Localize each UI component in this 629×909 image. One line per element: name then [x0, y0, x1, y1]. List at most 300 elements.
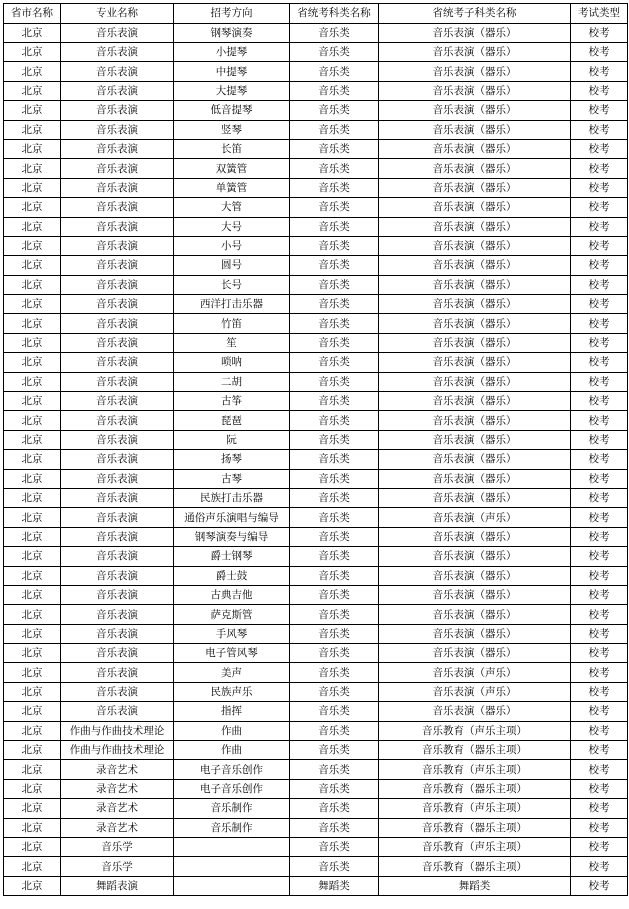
cell-province: 北京	[4, 295, 61, 314]
cell-major: 录音艺术	[61, 779, 174, 798]
cell-direction: 古典吉他	[174, 585, 290, 604]
cell-major: 音乐表演	[61, 236, 174, 255]
cell-major: 音乐表演	[61, 469, 174, 488]
cell-direction: 电子音乐创作	[174, 760, 290, 779]
cell-direction: 大提琴	[174, 81, 290, 100]
cell-category: 音乐类	[290, 236, 379, 255]
cell-major: 作曲与作曲技术理论	[61, 741, 174, 760]
cell-category: 音乐类	[290, 857, 379, 876]
table-row	[4, 62, 628, 81]
cell-exam-type: 校考	[571, 120, 628, 139]
cell-exam-type: 校考	[571, 450, 628, 469]
header-exam-type: 考试类型	[571, 4, 628, 24]
cell-exam-type: 校考	[571, 62, 628, 81]
cell-province: 北京	[4, 527, 61, 546]
header-major: 专业名称	[61, 4, 174, 24]
cell-category: 音乐类	[290, 682, 379, 701]
cell-exam-type: 校考	[571, 663, 628, 682]
cell-direction: 唢呐	[174, 353, 290, 372]
table-row	[4, 702, 628, 721]
cell-subcategory: 音乐教育（声乐主项）	[379, 721, 571, 740]
table-row	[4, 818, 628, 837]
table-row	[4, 644, 628, 663]
cell-direction: 圆号	[174, 256, 290, 275]
table-row	[4, 488, 628, 507]
cell-exam-type: 校考	[571, 488, 628, 507]
cell-direction: 单簧管	[174, 178, 290, 197]
cell-category: 音乐类	[290, 372, 379, 391]
cell-province: 北京	[4, 508, 61, 527]
cell-province: 北京	[4, 682, 61, 701]
cell-province: 北京	[4, 81, 61, 100]
table-row	[4, 779, 628, 798]
cell-exam-type: 校考	[571, 838, 628, 857]
cell-subcategory: 音乐教育（声乐主项）	[379, 760, 571, 779]
cell-province: 北京	[4, 779, 61, 798]
cell-direction: 音乐制作	[174, 799, 290, 818]
cell-direction: 阮	[174, 430, 290, 449]
cell-exam-type: 校考	[571, 857, 628, 876]
cell-subcategory: 音乐表演（器乐）	[379, 198, 571, 217]
cell-subcategory: 音乐表演（器乐）	[379, 159, 571, 178]
cell-direction: 电子音乐创作	[174, 779, 290, 798]
cell-subcategory: 音乐表演（器乐）	[379, 42, 571, 61]
cell-province: 北京	[4, 547, 61, 566]
cell-major: 录音艺术	[61, 760, 174, 779]
cell-direction: 民族打击乐器	[174, 488, 290, 507]
cell-direction: 钢琴演奏	[174, 23, 290, 42]
table-row	[4, 566, 628, 585]
cell-major: 音乐表演	[61, 566, 174, 585]
cell-direction: 爵士钢琴	[174, 547, 290, 566]
cell-major: 音乐表演	[61, 411, 174, 430]
cell-major: 音乐表演	[61, 547, 174, 566]
cell-province: 北京	[4, 139, 61, 158]
cell-direction: 作曲	[174, 721, 290, 740]
cell-province: 北京	[4, 23, 61, 42]
table-row	[4, 275, 628, 294]
cell-exam-type: 校考	[571, 217, 628, 236]
cell-category: 音乐类	[290, 702, 379, 721]
cell-exam-type: 校考	[571, 314, 628, 333]
cell-province: 北京	[4, 605, 61, 624]
cell-category: 音乐类	[290, 469, 379, 488]
cell-exam-type: 校考	[571, 644, 628, 663]
table-row	[4, 139, 628, 158]
cell-exam-type: 校考	[571, 256, 628, 275]
cell-direction: 美声	[174, 663, 290, 682]
cell-major: 音乐表演	[61, 663, 174, 682]
table-row	[4, 353, 628, 372]
cell-province: 北京	[4, 838, 61, 857]
table-row	[4, 392, 628, 411]
cell-province: 北京	[4, 236, 61, 255]
cell-direction: 小提琴	[174, 42, 290, 61]
cell-category: 音乐类	[290, 547, 379, 566]
cell-province: 北京	[4, 741, 61, 760]
table-row	[4, 605, 628, 624]
cell-category: 音乐类	[290, 101, 379, 120]
cell-category: 音乐类	[290, 644, 379, 663]
cell-direction: 钢琴演奏与编导	[174, 527, 290, 546]
cell-subcategory: 音乐表演（器乐）	[379, 488, 571, 507]
cell-category: 音乐类	[290, 256, 379, 275]
cell-exam-type: 校考	[571, 779, 628, 798]
cell-subcategory: 音乐表演（器乐）	[379, 392, 571, 411]
cell-exam-type: 校考	[571, 469, 628, 488]
cell-major: 音乐表演	[61, 450, 174, 469]
cell-major: 音乐表演	[61, 353, 174, 372]
cell-subcategory: 音乐表演（器乐）	[379, 430, 571, 449]
table-row	[4, 159, 628, 178]
header-row	[4, 4, 628, 24]
cell-category: 音乐类	[290, 760, 379, 779]
cell-exam-type: 校考	[571, 818, 628, 837]
cell-subcategory: 音乐教育（器乐主项）	[379, 741, 571, 760]
cell-direction: 二胡	[174, 372, 290, 391]
cell-subcategory: 音乐表演（器乐）	[379, 295, 571, 314]
cell-direction: 电子管风琴	[174, 644, 290, 663]
cell-subcategory: 音乐教育（声乐主项）	[379, 799, 571, 818]
cell-exam-type: 校考	[571, 682, 628, 701]
cell-subcategory: 音乐表演（器乐）	[379, 353, 571, 372]
cell-category: 音乐类	[290, 295, 379, 314]
cell-direction: 音乐制作	[174, 818, 290, 837]
cell-category: 音乐类	[290, 120, 379, 139]
cell-subcategory: 音乐表演（器乐）	[379, 566, 571, 585]
cell-direction: 爵士鼓	[174, 566, 290, 585]
cell-exam-type: 校考	[571, 236, 628, 255]
cell-direction	[174, 876, 290, 895]
table-row	[4, 236, 628, 255]
cell-province: 北京	[4, 333, 61, 352]
cell-province: 北京	[4, 702, 61, 721]
table-row	[4, 42, 628, 61]
cell-subcategory: 音乐表演（器乐）	[379, 702, 571, 721]
cell-category: 音乐类	[290, 585, 379, 604]
header-province: 省市名称	[4, 4, 61, 24]
table-row	[4, 547, 628, 566]
cell-province: 北京	[4, 721, 61, 740]
cell-subcategory: 音乐表演（器乐）	[379, 217, 571, 236]
cell-province: 北京	[4, 101, 61, 120]
cell-category: 音乐类	[290, 488, 379, 507]
cell-major: 音乐表演	[61, 702, 174, 721]
cell-category: 音乐类	[290, 508, 379, 527]
cell-province: 北京	[4, 876, 61, 895]
cell-category: 音乐类	[290, 624, 379, 643]
cell-category: 音乐类	[290, 430, 379, 449]
cell-major: 音乐表演	[61, 101, 174, 120]
header-subcategory: 省统考子科类名称	[379, 4, 571, 24]
cell-category: 音乐类	[290, 198, 379, 217]
cell-exam-type: 校考	[571, 527, 628, 546]
cell-category: 音乐类	[290, 663, 379, 682]
cell-category: 音乐类	[290, 178, 379, 197]
table-row	[4, 508, 628, 527]
table-row	[4, 314, 628, 333]
table-row	[4, 430, 628, 449]
table-row	[4, 120, 628, 139]
cell-major: 音乐表演	[61, 81, 174, 100]
table-row	[4, 585, 628, 604]
cell-province: 北京	[4, 314, 61, 333]
cell-major: 舞蹈表演	[61, 876, 174, 895]
cell-category: 音乐类	[290, 838, 379, 857]
cell-province: 北京	[4, 217, 61, 236]
cell-direction: 大号	[174, 217, 290, 236]
cell-exam-type: 校考	[571, 799, 628, 818]
cell-exam-type: 校考	[571, 372, 628, 391]
table-row	[4, 857, 628, 876]
cell-province: 北京	[4, 818, 61, 837]
cell-direction: 中提琴	[174, 62, 290, 81]
cell-major: 音乐学	[61, 838, 174, 857]
cell-province: 北京	[4, 256, 61, 275]
cell-exam-type: 校考	[571, 760, 628, 779]
cell-major: 音乐表演	[61, 198, 174, 217]
cell-direction: 通俗声乐演唱与编导	[174, 508, 290, 527]
cell-category: 音乐类	[290, 23, 379, 42]
cell-direction: 手风琴	[174, 624, 290, 643]
cell-major: 音乐表演	[61, 488, 174, 507]
cell-subcategory: 音乐教育（器乐主项）	[379, 857, 571, 876]
cell-province: 北京	[4, 198, 61, 217]
cell-major: 音乐表演	[61, 120, 174, 139]
cell-subcategory: 音乐教育（器乐主项）	[379, 818, 571, 837]
cell-direction: 笙	[174, 333, 290, 352]
cell-category: 音乐类	[290, 217, 379, 236]
enrollment-table	[3, 3, 628, 896]
cell-category: 音乐类	[290, 81, 379, 100]
cell-major: 音乐表演	[61, 508, 174, 527]
cell-subcategory: 音乐表演（器乐）	[379, 624, 571, 643]
cell-subcategory: 音乐表演（器乐）	[379, 450, 571, 469]
table-row	[4, 450, 628, 469]
header-category: 省统考科类名称	[290, 4, 379, 24]
table-row	[4, 256, 628, 275]
cell-province: 北京	[4, 353, 61, 372]
cell-exam-type: 校考	[571, 42, 628, 61]
cell-subcategory: 音乐表演（器乐）	[379, 275, 571, 294]
cell-direction: 古琴	[174, 469, 290, 488]
cell-direction: 竖琴	[174, 120, 290, 139]
table-row	[4, 682, 628, 701]
cell-direction: 扬琴	[174, 450, 290, 469]
cell-province: 北京	[4, 275, 61, 294]
cell-major: 音乐表演	[61, 42, 174, 61]
cell-exam-type: 校考	[571, 624, 628, 643]
cell-direction: 长笛	[174, 139, 290, 158]
cell-province: 北京	[4, 857, 61, 876]
cell-category: 舞蹈类	[290, 876, 379, 895]
cell-exam-type: 校考	[571, 333, 628, 352]
cell-direction: 萨克斯管	[174, 605, 290, 624]
cell-province: 北京	[4, 488, 61, 507]
cell-province: 北京	[4, 42, 61, 61]
table-row	[4, 411, 628, 430]
cell-major: 音乐表演	[61, 217, 174, 236]
cell-major: 音乐表演	[61, 159, 174, 178]
cell-exam-type: 校考	[571, 392, 628, 411]
cell-major: 音乐表演	[61, 333, 174, 352]
cell-exam-type: 校考	[571, 295, 628, 314]
cell-category: 音乐类	[290, 314, 379, 333]
cell-major: 音乐表演	[61, 605, 174, 624]
cell-exam-type: 校考	[571, 275, 628, 294]
cell-category: 音乐类	[290, 392, 379, 411]
cell-subcategory: 音乐表演（器乐）	[379, 411, 571, 430]
cell-direction	[174, 857, 290, 876]
cell-subcategory: 音乐表演（器乐）	[379, 101, 571, 120]
cell-exam-type: 校考	[571, 411, 628, 430]
cell-exam-type: 校考	[571, 353, 628, 372]
cell-major: 录音艺术	[61, 799, 174, 818]
table-row	[4, 760, 628, 779]
header-direction: 招考方向	[174, 4, 290, 24]
cell-major: 音乐表演	[61, 139, 174, 158]
cell-major: 音乐表演	[61, 392, 174, 411]
cell-subcategory: 音乐教育（器乐主项）	[379, 779, 571, 798]
table-row	[4, 624, 628, 643]
cell-exam-type: 校考	[571, 101, 628, 120]
cell-major: 音乐表演	[61, 178, 174, 197]
cell-direction: 竹笛	[174, 314, 290, 333]
table-row	[4, 101, 628, 120]
cell-category: 音乐类	[290, 450, 379, 469]
cell-exam-type: 校考	[571, 178, 628, 197]
cell-exam-type: 校考	[571, 741, 628, 760]
cell-subcategory: 音乐表演（器乐）	[379, 469, 571, 488]
table-row	[4, 295, 628, 314]
cell-category: 音乐类	[290, 411, 379, 430]
cell-category: 音乐类	[290, 818, 379, 837]
cell-province: 北京	[4, 644, 61, 663]
cell-category: 音乐类	[290, 741, 379, 760]
cell-direction: 琵琶	[174, 411, 290, 430]
cell-exam-type: 校考	[571, 721, 628, 740]
cell-subcategory: 音乐表演（器乐）	[379, 333, 571, 352]
cell-direction: 长号	[174, 275, 290, 294]
cell-major: 音乐表演	[61, 23, 174, 42]
cell-exam-type: 校考	[571, 81, 628, 100]
cell-direction: 古筝	[174, 392, 290, 411]
table-row	[4, 217, 628, 236]
cell-major: 音乐表演	[61, 372, 174, 391]
cell-subcategory: 音乐表演（器乐）	[379, 256, 571, 275]
cell-direction: 指挥	[174, 702, 290, 721]
cell-province: 北京	[4, 430, 61, 449]
cell-direction: 双簧管	[174, 159, 290, 178]
cell-province: 北京	[4, 469, 61, 488]
cell-major: 作曲与作曲技术理论	[61, 721, 174, 740]
cell-subcategory: 音乐教育（声乐主项）	[379, 838, 571, 857]
cell-subcategory: 音乐表演（器乐）	[379, 644, 571, 663]
cell-subcategory: 音乐表演（声乐）	[379, 508, 571, 527]
cell-category: 音乐类	[290, 605, 379, 624]
cell-major: 音乐学	[61, 857, 174, 876]
cell-subcategory: 音乐表演（器乐）	[379, 139, 571, 158]
cell-province: 北京	[4, 624, 61, 643]
table-row	[4, 23, 628, 42]
cell-province: 北京	[4, 566, 61, 585]
cell-subcategory: 音乐表演（器乐）	[379, 23, 571, 42]
cell-exam-type: 校考	[571, 23, 628, 42]
cell-subcategory: 音乐表演（器乐）	[379, 178, 571, 197]
table-row	[4, 741, 628, 760]
cell-subcategory: 舞蹈类	[379, 876, 571, 895]
cell-category: 音乐类	[290, 333, 379, 352]
cell-subcategory: 音乐表演（器乐）	[379, 314, 571, 333]
cell-major: 音乐表演	[61, 275, 174, 294]
cell-direction: 大管	[174, 198, 290, 217]
cell-category: 音乐类	[290, 566, 379, 585]
cell-subcategory: 音乐表演（器乐）	[379, 236, 571, 255]
cell-category: 音乐类	[290, 779, 379, 798]
table-row	[4, 333, 628, 352]
cell-subcategory: 音乐表演（器乐）	[379, 605, 571, 624]
cell-major: 音乐表演	[61, 256, 174, 275]
cell-category: 音乐类	[290, 159, 379, 178]
cell-direction: 民族声乐	[174, 682, 290, 701]
table-row	[4, 81, 628, 100]
cell-direction: 低音提琴	[174, 101, 290, 120]
cell-direction: 作曲	[174, 741, 290, 760]
cell-province: 北京	[4, 585, 61, 604]
cell-province: 北京	[4, 392, 61, 411]
cell-subcategory: 音乐表演（声乐）	[379, 663, 571, 682]
cell-exam-type: 校考	[571, 547, 628, 566]
cell-subcategory: 音乐表演（声乐）	[379, 682, 571, 701]
cell-province: 北京	[4, 760, 61, 779]
table-row	[4, 372, 628, 391]
table-row	[4, 663, 628, 682]
cell-subcategory: 音乐表演（器乐）	[379, 120, 571, 139]
cell-category: 音乐类	[290, 721, 379, 740]
cell-province: 北京	[4, 120, 61, 139]
table-row	[4, 469, 628, 488]
table-row	[4, 527, 628, 546]
cell-subcategory: 音乐表演（器乐）	[379, 547, 571, 566]
cell-exam-type: 校考	[571, 159, 628, 178]
cell-major: 音乐表演	[61, 644, 174, 663]
cell-province: 北京	[4, 799, 61, 818]
cell-subcategory: 音乐表演（器乐）	[379, 62, 571, 81]
cell-direction: 西洋打击乐器	[174, 295, 290, 314]
cell-category: 音乐类	[290, 139, 379, 158]
table-row	[4, 178, 628, 197]
cell-major: 音乐表演	[61, 682, 174, 701]
table-row	[4, 198, 628, 217]
cell-province: 北京	[4, 411, 61, 430]
cell-major: 音乐表演	[61, 527, 174, 546]
cell-category: 音乐类	[290, 62, 379, 81]
cell-major: 音乐表演	[61, 430, 174, 449]
cell-major: 音乐表演	[61, 585, 174, 604]
cell-major: 音乐表演	[61, 62, 174, 81]
cell-exam-type: 校考	[571, 605, 628, 624]
cell-province: 北京	[4, 663, 61, 682]
cell-province: 北京	[4, 159, 61, 178]
cell-subcategory: 音乐表演（器乐）	[379, 585, 571, 604]
cell-category: 音乐类	[290, 275, 379, 294]
cell-major: 音乐表演	[61, 295, 174, 314]
cell-subcategory: 音乐表演（器乐）	[379, 372, 571, 391]
table-row	[4, 838, 628, 857]
cell-category: 音乐类	[290, 42, 379, 61]
cell-subcategory: 音乐表演（器乐）	[379, 527, 571, 546]
cell-direction: 小号	[174, 236, 290, 255]
